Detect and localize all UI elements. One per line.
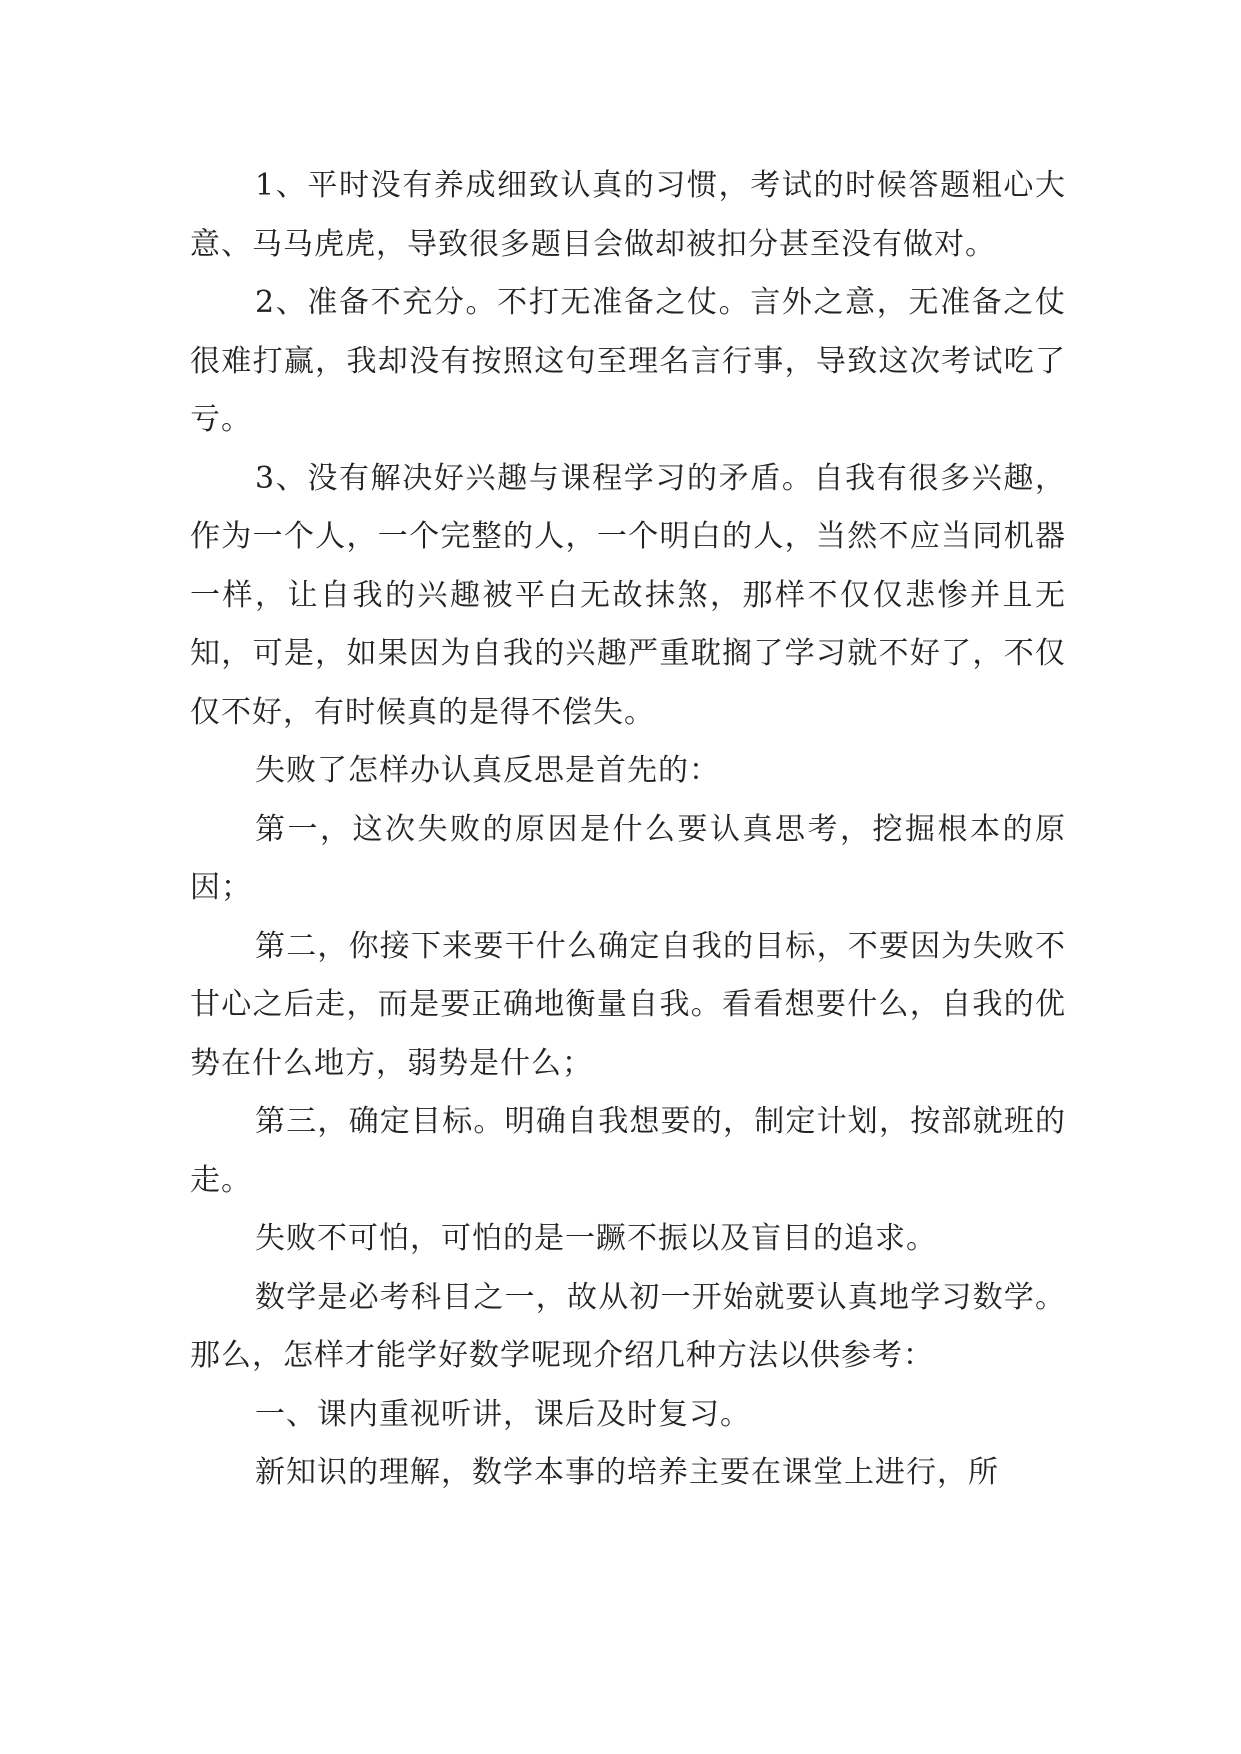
paragraph-new-knowledge: 新知识的理解，数学本事的培养主要在课堂上进行，所 (255, 1455, 999, 1490)
document-body (190, 157, 1066, 1503)
paragraph-third: 第三，确定目标。明确自我想要的，制定计划，按部就班的走。 (190, 1104, 1066, 1198)
paragraph-habit: 1、平时没有养成细致认真的习惯，考试的时候答题粗心大意、马马虎虎，导致很多题目会做却被扣分甚至没有做对。 (190, 168, 1066, 262)
paragraph-second: 第二，你接下来要干什么确定自我的目标，不要因为失败不甘心之后走，而是要正确地衡量自我。看看想要什么，自我的优势在什么地方，弱势是什么； (190, 928, 1066, 1081)
paragraph-failure: 失败不可怕，可怕的是一蹶不振以及盲目的追求。 (255, 1221, 937, 1256)
paragraph-preparation: 2、准备不充分。不打无准备之仗。言外之意，无准备之仗很难打赢，我却没有按照这句至理名言行事，导致这次考试吃了亏。 (190, 285, 1066, 437)
paragraph-math-intro: 数学是必考科目之一，故从初一开始就要认真地学习数学。那么，怎样才能学好数学呢现介绍几种方法以供参考： (190, 1279, 1066, 1373)
paragraph-method-heading: 一、课内重视听讲，课后及时复习。 (255, 1396, 751, 1432)
paragraph-reflection-intro: 失败了怎样办认真反思是首先的： (255, 753, 720, 788)
paragraph-interest: 3、没有解决好兴趣与课程学习的矛盾。自我有很多兴趣，作为一个人，一个完整的人，一个明白的人，当然不应当同机器一样，让自我的兴趣被平白无故抹煞，那样不仅仅悲惨并且无知，可是，如果因为自我的兴趣严重耽搁了学习就不好了，不仅仅不好，有时候真的是得不偿失。 (190, 460, 1066, 730)
paragraph-first: 第一，这次失败的原因是什么要认真思考，挖掘根本的原因； (190, 811, 1066, 905)
